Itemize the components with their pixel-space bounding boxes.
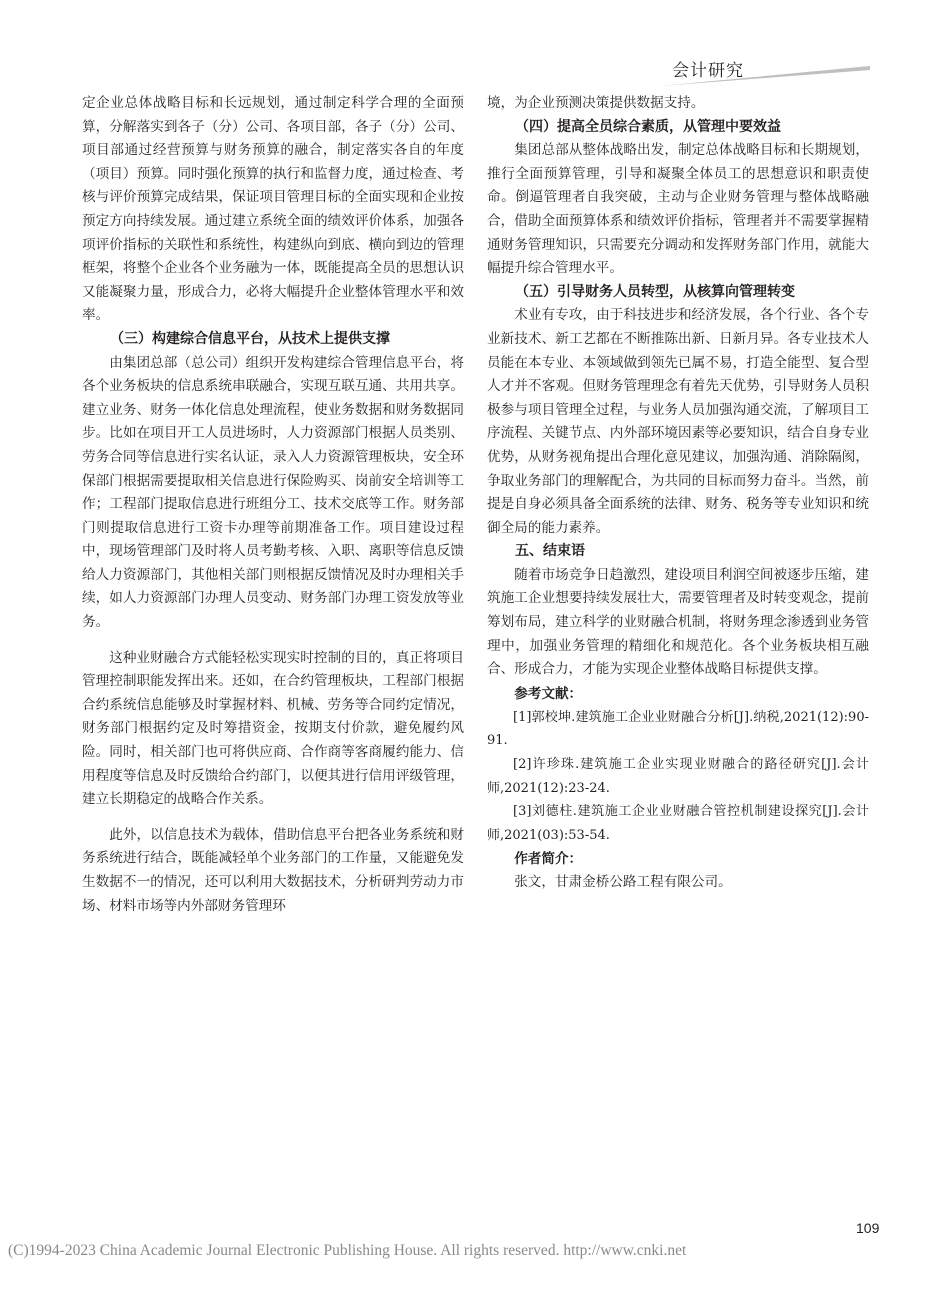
section-heading: （四）提高全员综合素质，从管理中要效益 (515, 118, 781, 135)
author-info: 张文，甘肃金桥公路工程有限公司。 (514, 874, 732, 891)
copyright-footer: (C)1994-2023 China Academic Journal Electronic Publishing House. All rights reserved. http://www.cnki.net (8, 1242, 687, 1259)
paragraph: 由集团总部（总公司）组织开发构建综合管理信息平台，将各个业务板块的信息系统串联融合，实现互联互通、共用共享。建立业务、财务一体化信息处理流程，使业务数据和财务数据同步。比如在项目开工人员进场时，人力资源部门根据人员类别、劳务合同等信息进行实名认证，录入人力资源管理板块，安全环保部门根据需要提取相关信息进行保险购买、岗前安全培训等工作；工程部门提取信息进行班组分工、技术交底等工作。财务部门则提取信息进行工资卡办理等前期准备工作。项目建设过程中，现场管理部门及时将人员考勤考核、入职、离职等信息反馈给人力资源部门，其他相关部门则根据反馈情况及时办理相关手续，如人力资源部门办理人员变动、财务部门办理工资发放等业务。 (82, 354, 464, 631)
paragraph: 这种业财融合方式能轻松实现实时控制的目的，真正将项目管理控制职能发挥出来。还如，在合约管理板块，工程部门根据合约系统信息能够及时掌握材料、机械、劳务等合同约定情况，财务部门根据约定及时筹措资金，按期支付价款，避免履约风险。同时，相关部门也可将供应商、合作商等客商履约能力、信用程度等信息及时反馈给合约部门，以便其进行信用评级管理，建立长期稳定的战略合作关系。 (82, 649, 464, 808)
section-heading: （三）构建综合信息平台，从技术上提供支撑 (110, 330, 390, 347)
references-heading: 参考文献： (514, 685, 583, 702)
reference-item: [1]郭校坤.建筑施工企业业财融合分析[J].纳税,2021(12):90-91. (487, 709, 869, 749)
paragraph: 术业有专攻，由于科技进步和经济发展，各个行业、各个专业新技术、新工艺都在不断推陈出新、日新月异。各专业技术人员能在本专业、本领域做到领先已属不易，打造全能型、复合型人才并不客观。但财务管理理念有着先天优势，引导财务人员积极参与项目管理全过程，与业务人员加强沟通交流，了解项目工序流程、关键节点、内外部环境因素等必要知识，结合自身专业优势，从财务视角提出合理化意见建议，加强沟通、消除隔阂，争取业务部门的理解配合，为共同的目标而努力奋斗。当然，前提是自身必须具备全面系统的法律、财务、税务等专业知识和统御全局的能力素养。 (487, 307, 869, 536)
paragraph: 随着市场竞争日趋激烈，建设项目利润空间被逐步压缩，建筑施工企业想要持续发展壮大，需要管理者及时转变观念，提前筹划布局，建立科学的业财融合机制，将财务理念渗透到业务管理中，加强业务管理的精细化和规范化。各个业务板块相互融合、形成合力，才能为实现企业整体战略目标提供支撑。 (487, 566, 869, 678)
conclusion-heading: 五、结束语 (515, 543, 585, 560)
page-number: 109 (856, 1220, 880, 1236)
paragraph: 此外，以信息技术为载体，借助信息平台把各业务系统和财务系统进行结合，既能减轻单个业务部门的工作量，又能避免发生数据不一的情况，还可以利用大数据技术，分析研判劳动力市场、材料市场等内外部财务管理环 (82, 826, 464, 914)
right-column (487, 92, 869, 895)
paragraph: 定企业总体战略目标和长远规划，通过制定科学合理的全面预算，分解落实到各子（分）公司、各项目部，各子（分）公司、项目部通过经营预算与财务预算的融合，制定落实各自的年度（项目）预算。同时强化预算的执行和监督力度，通过检查、考核与评价预算完成结果，保证项目管理目标的全面实现和企业按预定方向持续发展。通过建立系统全面的绩效评价体系，加强各项评价指标的关联性和系统性，构建纵向到底、横向到边的管理框架，将整个企业各个业务融为一体，既能提高全员的思想认识又能凝聚力量，形成合力，必将大幅提升企业整体管理水平和效率。 (82, 95, 464, 324)
left-column (82, 92, 464, 918)
paragraph: 集团总部从整体战略出发，制定总体战略目标和长期规划，推行全面预算管理，引导和凝聚全体员工的思想意识和职责使命。倒逼管理者自我突破，主动与企业财务管理与整体战略融合，借助全面预算体系和绩效评价指标，管理者并不需要掌握精通财务管理知识，只需要充分调动和发挥财务部门作用，就能大幅提升综合管理水平。 (487, 142, 869, 277)
header-rule-decoration (660, 66, 870, 86)
author-heading: 作者简介： (514, 851, 583, 868)
section-heading: （五）引导财务人员转型，从核算向管理转变 (515, 283, 795, 300)
reference-item: [2]许珍珠.建筑施工企业实现业财融合的路径研究[J].会计师,2021(12):23-24. (487, 757, 869, 796)
header-section-title: 会计研究 (672, 61, 744, 81)
paragraph: 境，为企业预测决策提供数据支持。 (487, 95, 705, 111)
reference-item: [3]刘德柱.建筑施工企业业财融合管控机制建设探究[J].会计师,2021(03):53-54. (487, 804, 869, 843)
